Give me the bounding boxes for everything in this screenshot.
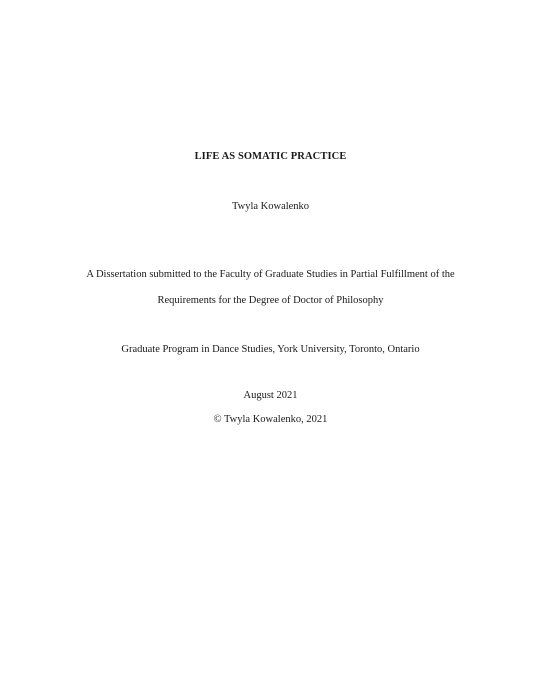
statement-line-2: Requirements for the Degree of Doctor of Philosophy [157, 295, 384, 306]
author-name: Twyla Kowalenko [231, 201, 310, 212]
dissertation-title: LIFE AS SOMATIC PRACTICE [194, 151, 347, 162]
copyright-notice: © Twyla Kowalenko, 2021 [213, 414, 328, 425]
submission-date: August 2021 [243, 390, 298, 401]
statement-line-1: A Dissertation submitted to the Faculty of Graduate Studies in Partial Fulfillment of the [86, 269, 455, 280]
graduate-program: Graduate Program in Dance Studies, York University, Toronto, Ontario [121, 344, 420, 355]
